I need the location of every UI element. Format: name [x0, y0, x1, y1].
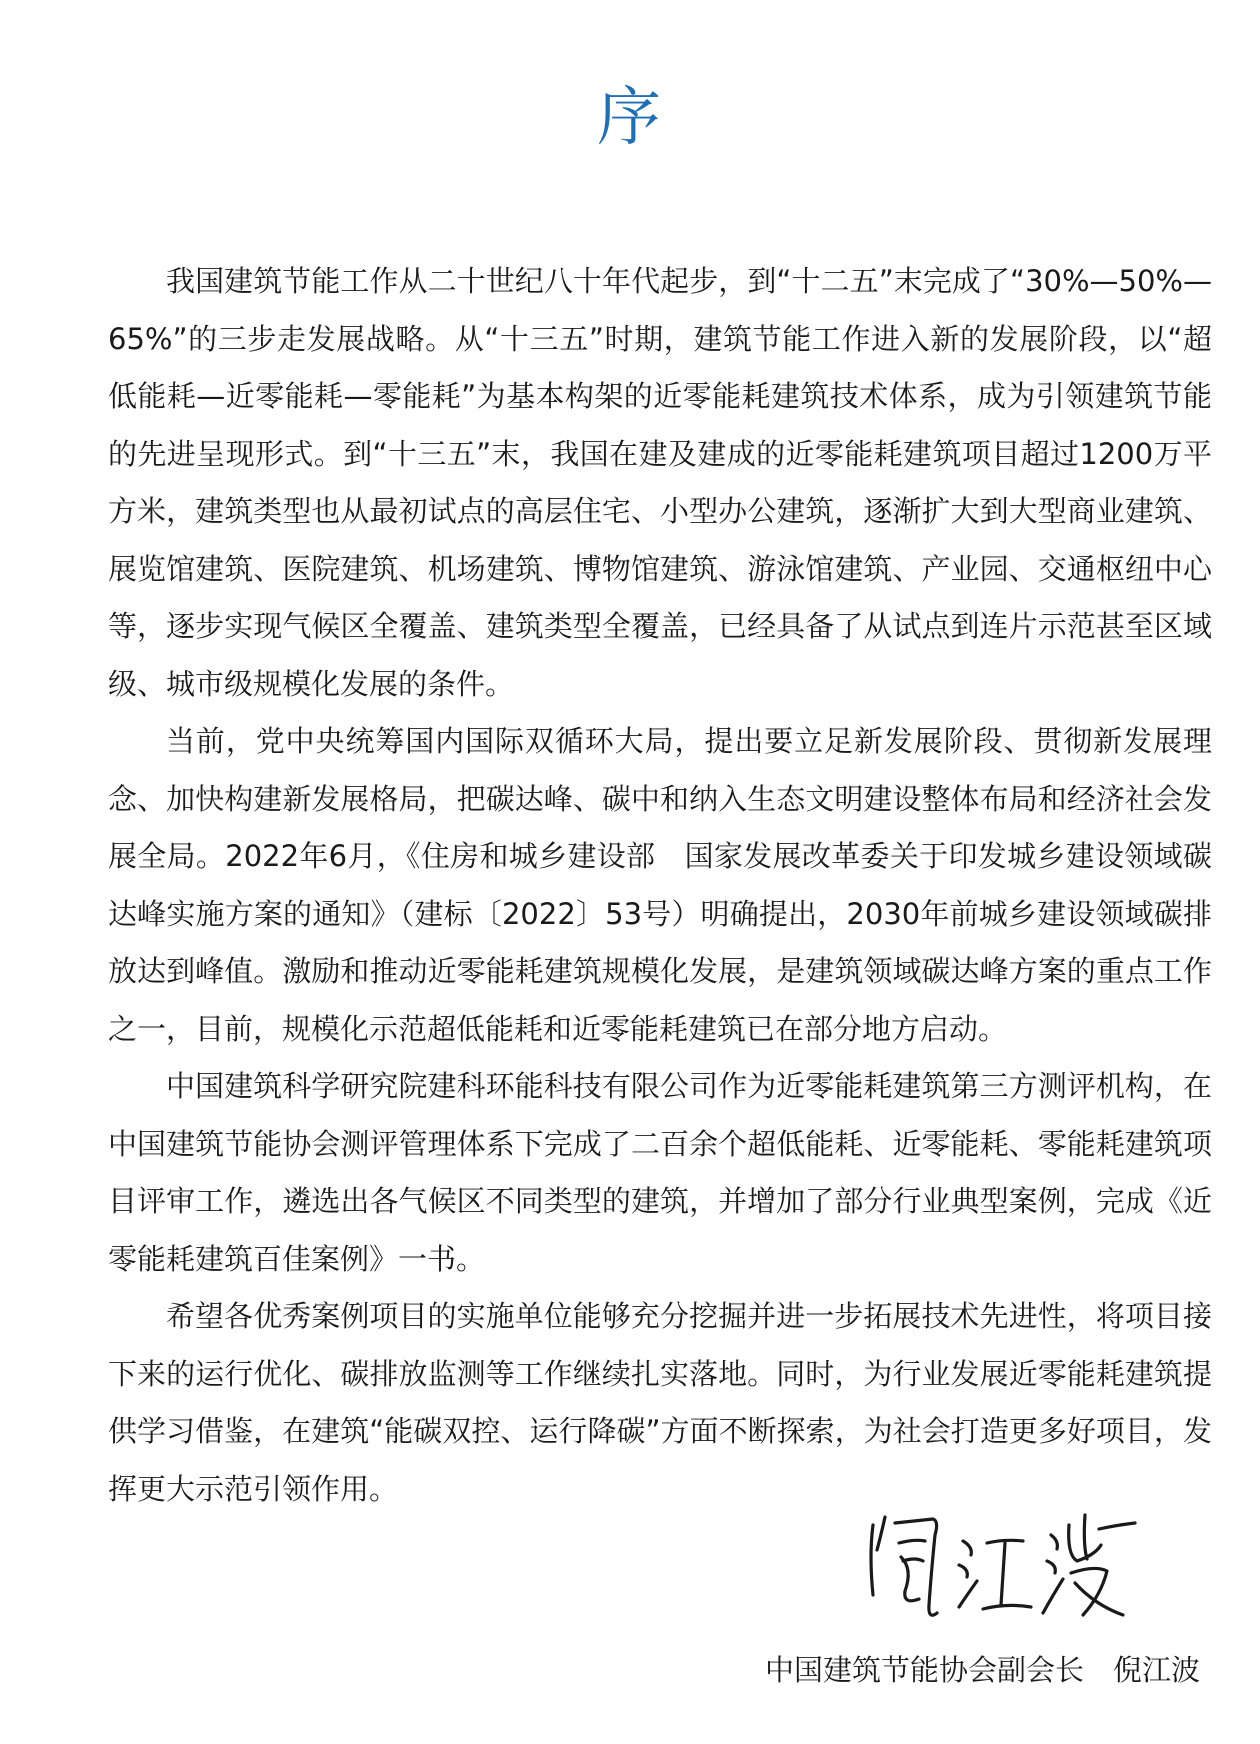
paragraph-2: 当前，党中央统筹国内国际双循环大局，提出要立足新发展阶段、贯彻新发展理念、加快构建新发展格局，把碳达峰、碳中和纳入生态文明建设整体布局和经济社会发展全局。2022年6月，《住房和城乡建设部 国家发展改革委关于印发城乡建设领域碳达峰实施方案的通知》（建标〔2022〕53号）明确提出，2030年前城乡建设领域碳排放达到峰值。激励和推动近零能耗建筑规模化发展，是建筑领域碳达峰方案的重点工作之一，目前，规模化示范超低能耗和近零能耗建筑已在部分地方启动。 [108, 724, 1212, 1046]
handwritten-signature [855, 1495, 1155, 1645]
paragraph-3: 中国建筑科学研究院建科环能科技有限公司作为近零能耗建筑第三方测评机构，在中国建筑节能协会测评管理体系下完成了二百余个超低能耗、近零能耗、零能耗建筑项目评审工作，遴选出各气候区不同类型的建筑，并增加了部分行业典型案例，完成《近零能耗建筑百佳案例》一书。 [108, 1069, 1212, 1276]
preface-body [108, 253, 1212, 1518]
author-attribution: 中国建筑节能协会副会长 倪江波 [764, 1653, 1200, 1687]
paragraph-1: 我国建筑节能工作从二十世纪八十年代起步，到“十二五”末完成了“30%—50%—65%”的三步走发展战略。从“十三五”时期，建筑节能工作进入新的发展阶段，以“超低能耗—近零能耗—零能耗”为基本构架的近零能耗建筑技术体系，成为引领建筑节能的先进呈现形式。到“十三五”末，我国在建及建成的近零能耗建筑项目超过1200万平方米，建筑类型也从最初试点的高层住宅、小型办公建筑，逐渐扩大到大型商业建筑、展览馆建筑、医院建筑、机场建筑、博物馆建筑、游泳馆建筑、产业园、交通枢纽中心等，逐步实现气候区全覆盖、建筑类型全覆盖，已经具备了从试点到连片示范甚至区域级、城市级规模化发展的条件。 [108, 264, 1212, 701]
page-title: 序 [597, 81, 663, 155]
paragraph-4: 希望各优秀案例项目的实施单位能够充分挖掘并进一步拓展技术先进性，将项目接下来的运行优化、碳排放监测等工作继续扎实落地。同时，为行业发展近零能耗建筑提供学习借鉴，在建筑“能碳双控、运行降碳”方面不断探索，为社会打造更多好项目，发挥更大示范引领作用。 [108, 1299, 1212, 1506]
